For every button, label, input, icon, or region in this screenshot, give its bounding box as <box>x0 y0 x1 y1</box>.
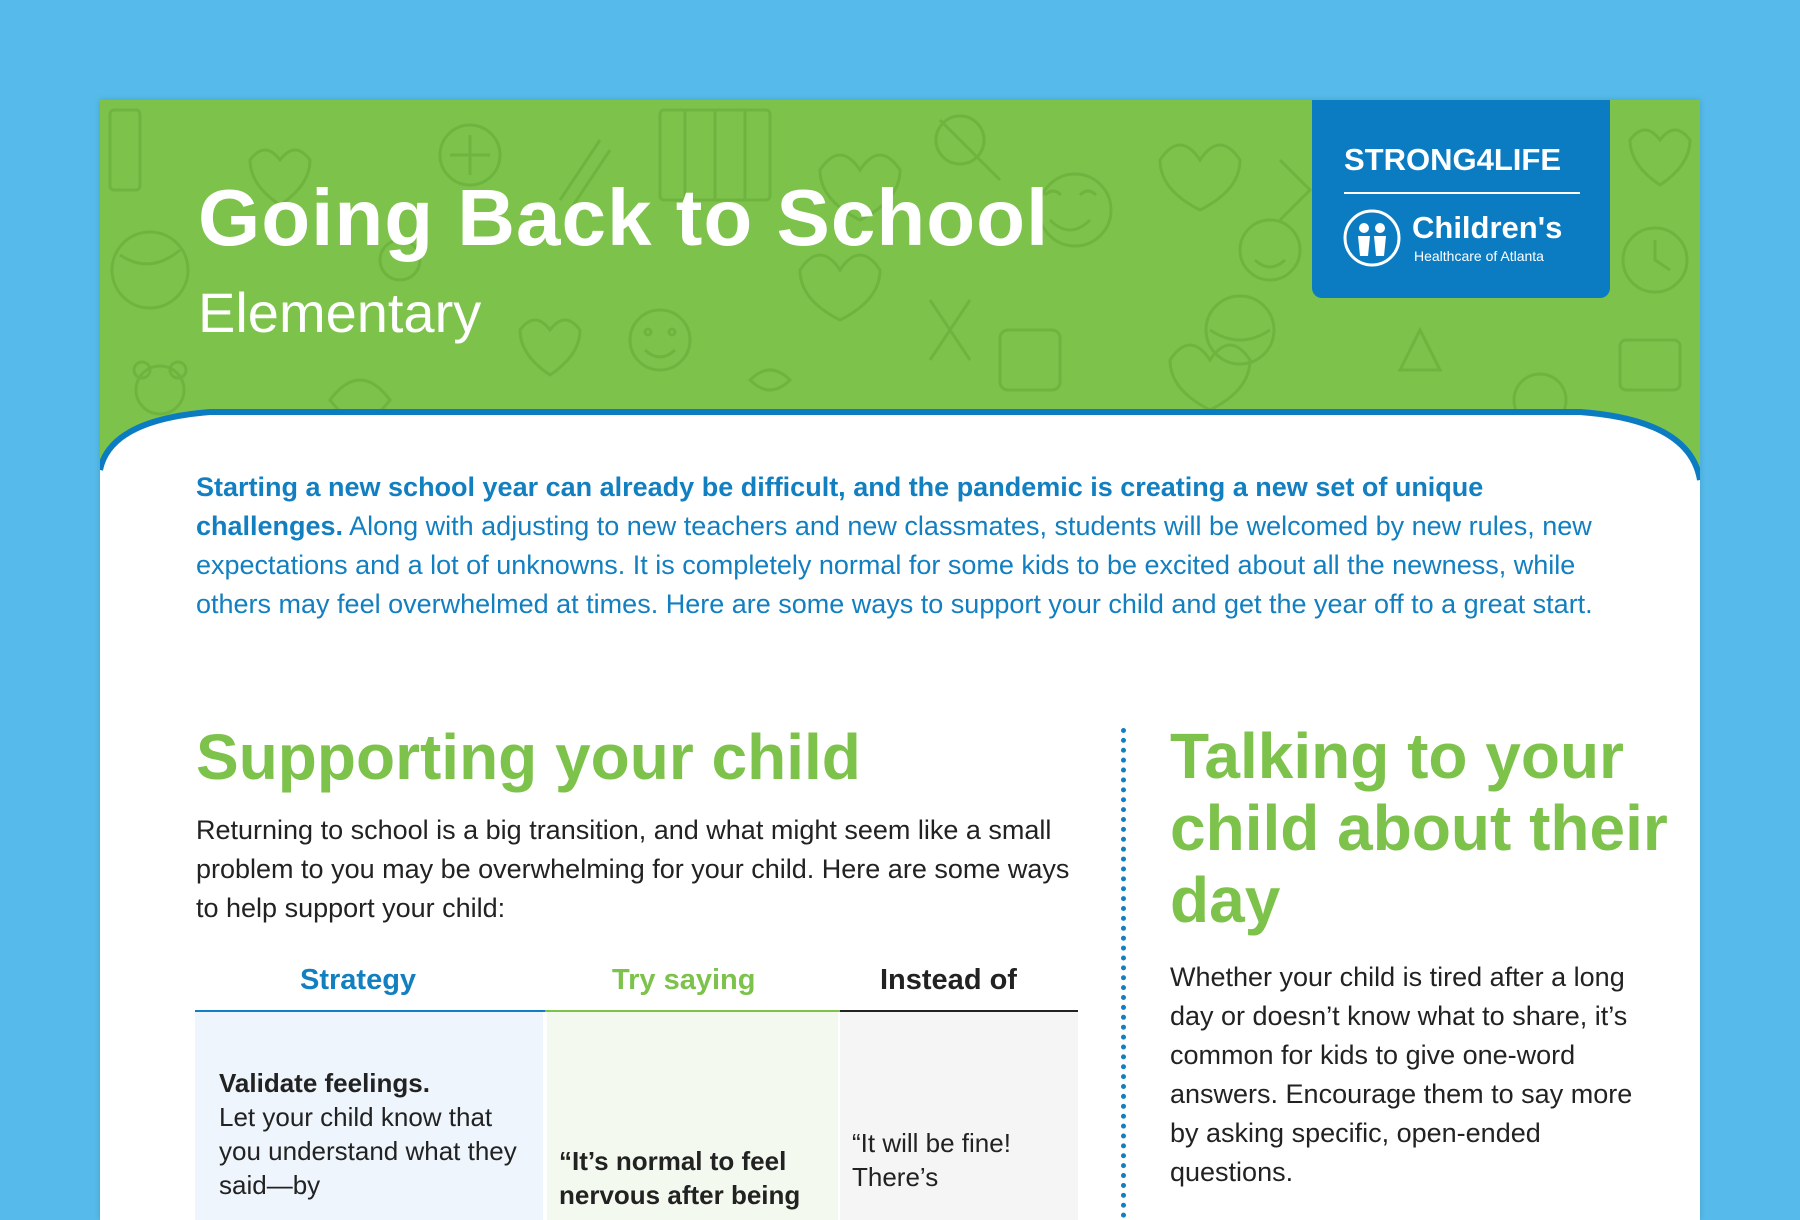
instead-of-cell <box>840 1012 1078 1220</box>
children-emblem-icon <box>1342 208 1402 268</box>
strategy-title: Validate feelings. <box>219 1068 430 1098</box>
table-row <box>219 1066 519 1202</box>
supporting-heading: Supporting your child <box>196 721 861 793</box>
page-title: Going Back to School <box>198 173 1050 262</box>
col-header-strategy: Strategy <box>300 964 417 996</box>
intro-rest: Along with adjusting to new teachers and new classmates, students will be welcomed by new rules, new expectations and a lot of unknowns. It is completely normal for some kids to be excited about all the newness, while others may feel overwhelmed at times. Here are some ways to support your child and get the year off to a great start. <box>196 511 1593 619</box>
talking-heading: Talking to your child about their day <box>1170 720 1668 936</box>
col-header-try-saying: Try saying <box>612 964 756 996</box>
instead-of-text: “It will be fine! There’s <box>852 1128 1011 1192</box>
try-saying-text: “It’s normal to feel nervous after being <box>559 1146 801 1210</box>
strategy-cell <box>195 1012 543 1220</box>
supporting-body: Returning to school is a big transition, and what might seem like a small problem to you may be overwhelming for your child. Here are some ways to help support your child: <box>196 815 1070 923</box>
column-divider <box>1121 728 1126 1220</box>
try-saying-cell <box>547 1012 838 1220</box>
brand-name: Children's <box>1412 210 1563 245</box>
talking-body: Whether your child is tired after a long day or doesn’t know what to share, it’s common for kids to give one-word answers. Encourage them to say more by asking specific, open-ended questions. <box>1170 962 1633 1187</box>
brand-logo <box>1312 100 1610 298</box>
strategy-text: Let your child know that you understand what they said—by <box>219 1102 517 1200</box>
brand-subname: Healthcare of Atlanta <box>1414 248 1544 264</box>
logo-divider <box>1344 192 1580 194</box>
page-subtitle: Elementary <box>198 281 482 344</box>
intro-lead: Starting a new school year can already be difficult, and the pandemic is creating a new set of unique challenges. <box>196 472 1484 541</box>
col-header-instead-of: Instead of <box>880 964 1017 996</box>
intro-paragraph <box>196 468 1616 624</box>
brand-wordmark: STRONG4LIFE <box>1344 142 1562 177</box>
flyer-page <box>100 100 1700 1220</box>
